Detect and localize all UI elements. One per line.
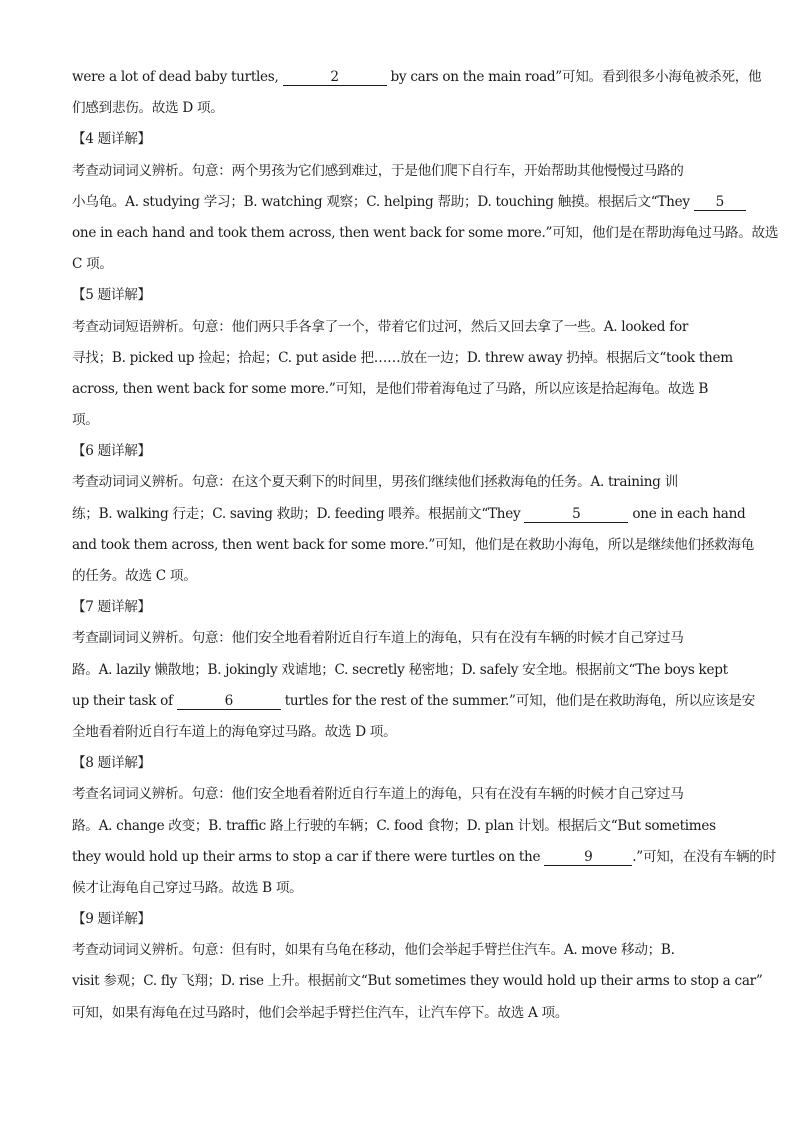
section-heading [72, 592, 722, 623]
answer-blank: 5 [694, 194, 746, 211]
line-text: were a lot of dead baby turtles, [72, 69, 283, 85]
line-text: 考查动词词义辨析。句意：在这个夏天剩下的时间里，男孩们继续他们拯救海龟的任务。A. training 训 [72, 474, 678, 491]
line-text: 项。 [72, 412, 99, 429]
line-text: 【8 题详解】 [72, 755, 151, 772]
paragraph-line [72, 779, 722, 810]
paragraph-line [72, 156, 722, 187]
line-text: 考查副词词义辨析。句意：他们安全地看着附近自行车道上的海龟，只有在没有车辆的时候才自己穿过马 [72, 630, 684, 647]
line-text: C 项。 [72, 256, 113, 273]
line-text: 小乌龟。A. studying 学习；B. watching 观察；C. helping 帮助；D. touching 触摸。根据后文“They [72, 193, 694, 210]
line-text: 考查动词词义辨析。句意：两个男孩为它们感到难过，于是他们爬下自行车，开始帮助其他慢慢过马路的 [72, 162, 684, 179]
answer-blank: 6 [177, 693, 281, 710]
paragraph-line [72, 343, 733, 374]
line-text: one in each hand [628, 505, 746, 522]
line-text: .”可知，在没有车辆的时 [632, 848, 776, 865]
line-text: across, then went back for some more.”可知，是他们带着海龟过了马路，所以应该是拾起海龟。故选 B [72, 380, 709, 397]
paragraph-line [72, 966, 763, 997]
paragraph-line [72, 499, 746, 530]
answer-blank: 2 [283, 69, 387, 86]
paragraph-line [72, 811, 722, 842]
line-text: turtles for the rest of the summer.”可知，他们是在救助海龟，所以应该是安 [280, 692, 755, 709]
paragraph-line [72, 873, 722, 904]
line-text: 练；B. walking 行走；C. saving 救助；D. feeding 喂养。根据前文“They [72, 505, 525, 522]
paragraph-line [72, 561, 722, 592]
section-heading [72, 904, 722, 935]
paragraph-line [72, 655, 728, 686]
paragraph-line [72, 686, 755, 717]
paragraph-line [72, 62, 762, 93]
paragraph-line [72, 998, 722, 1029]
line-text: they would hold up their arms to stop a car if there were turtles on the [72, 848, 545, 865]
answer-explanation-body [72, 62, 779, 1029]
line-text: up their task of [72, 692, 177, 709]
answer-blank: 9 [544, 849, 632, 866]
line-text: 路。A. lazily 懒散地；B. jokingly 戏谑地；C. secretly 秘密地；D. safely 安全地。根据前文“The boys kept [72, 661, 728, 678]
line-text: 考查动词短语辨析。句意：他们两只手各拿了一个，带着它们过河，然后又回去拿了一些。A. looked for [72, 318, 689, 335]
paragraph-line [72, 935, 722, 966]
line-text: 【6 题详解】 [72, 443, 151, 460]
paragraph-line [72, 374, 722, 405]
line-text: 考查名词词义辨析。句意：他们安全地看着附近自行车道上的海龟，只有在没有车辆的时候才自己穿过马 [72, 786, 684, 803]
line-text: 候才让海龟自己穿过马路。故选 B 项。 [72, 879, 303, 896]
paragraph-line [72, 187, 722, 218]
line-text: 们感到悲伤。故选 D 项。 [72, 100, 224, 117]
paragraph-line [72, 842, 776, 873]
paragraph-line [72, 530, 755, 561]
paragraph-line [72, 405, 722, 436]
section-heading [72, 436, 722, 467]
paragraph-line [72, 717, 722, 748]
section-heading [72, 124, 722, 155]
section-heading [72, 280, 722, 311]
line-text: 【9 题详解】 [72, 911, 151, 928]
section-heading [72, 748, 722, 779]
line-text: 路。A. change 改变；B. traffic 路上行驶的车辆；C. food 食物；D. plan 计划。根据后文“But sometimes [72, 817, 716, 834]
line-text: visit 参观；C. fly 飞翔；D. rise 上升。根据前文“But sometimes they would hold up their arms to stop a car” [72, 973, 763, 990]
paragraph-line [72, 312, 722, 343]
line-text: one in each hand and took them across, then went back for some more.”可知，他们是在帮助海龟过马路。故选 [72, 224, 779, 241]
paragraph-line [72, 467, 722, 498]
answer-blank: 5 [524, 506, 628, 523]
paragraph-line [72, 93, 722, 124]
line-text: and took them across, then went back for some more.”可知，他们是在救助小海龟，所以是继续他们拯救海龟 [72, 536, 755, 553]
line-text: 【7 题详解】 [72, 599, 151, 616]
paragraph-line [72, 623, 722, 654]
line-text: 可知，如果有海龟在过马路时，他们会举起手臂拦住汽车，让汽车停下。故选 A 项。 [72, 1004, 569, 1021]
line-text: 全地看着附近自行车道上的海龟穿过马路。故选 D 项。 [72, 723, 397, 740]
paragraph-line [72, 249, 722, 280]
line-text: 考查动词词义辨析。句意：但有时，如果有乌龟在移动，他们会举起手臂拦住汽车。A. move 移动；B. [72, 942, 675, 959]
line-text: 【4 题详解】 [72, 131, 151, 148]
paragraph-line [72, 218, 779, 249]
line-text: 【5 题详解】 [72, 287, 151, 304]
line-text: 的任务。故选 C 项。 [72, 568, 197, 584]
line-text: 寻找；B. picked up 捡起；拾起；C. put aside 把……放在一边；D. threw away 扔掉。根据后文“took them [72, 349, 733, 366]
line-text: by cars on the main road”可知。看到很多小海龟被杀死，他 [386, 69, 762, 85]
